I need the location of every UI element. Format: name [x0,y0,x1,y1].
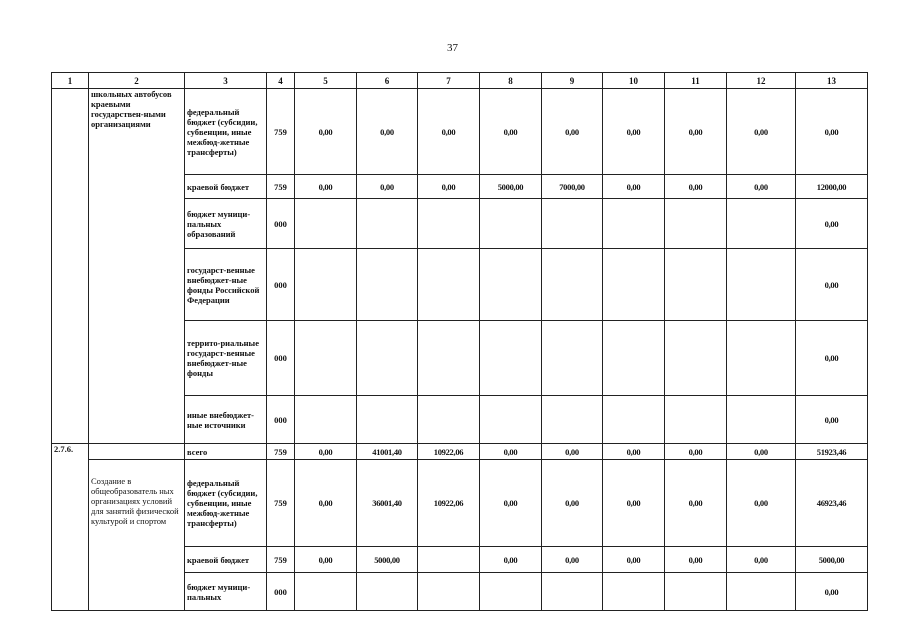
column-header: 12 [727,73,796,89]
value-cell [357,249,418,321]
value-cell [480,249,542,321]
value-cell: 0,00 [727,460,796,547]
value-cell: 5000,00 [480,175,542,199]
item-number-cell: 2.7.6. [52,444,89,611]
total-cell: 0,00 [796,249,868,321]
value-cell: 36001,40 [357,460,418,547]
value-cell [542,396,603,444]
value-cell [357,199,418,249]
value-cell: 0,00 [295,175,357,199]
value-cell [357,396,418,444]
value-cell [295,199,357,249]
value-cell: 0,00 [357,89,418,175]
total-cell: 51923,46 [796,444,868,460]
value-cell [727,396,796,444]
value-cell [418,199,480,249]
value-cell: 7000,00 [542,175,603,199]
funding-source-cell: террито-риальные государст-венные внебюджет-ные фонды [185,321,267,396]
value-cell: 0,00 [542,89,603,175]
column-header: 9 [542,73,603,89]
budget-code-cell: 759 [267,460,295,547]
value-cell: 10922,06 [418,460,480,547]
value-cell: 0,00 [418,89,480,175]
value-cell: 0,00 [603,175,665,199]
column-header: 10 [603,73,665,89]
value-cell [357,321,418,396]
total-cell: 0,00 [796,89,868,175]
value-cell [727,249,796,321]
item-name-cell: школьных автобусов краевыми государствен-ными организациями [89,89,185,444]
total-cell: 0,00 [796,199,868,249]
value-cell: 0,00 [603,444,665,460]
value-cell [480,199,542,249]
value-cell [727,321,796,396]
value-cell: 0,00 [665,460,727,547]
value-cell: 0,00 [727,175,796,199]
value-cell: 0,00 [603,460,665,547]
value-cell: 0,00 [295,444,357,460]
value-cell [665,199,727,249]
value-cell: 0,00 [665,547,727,573]
value-cell: 0,00 [727,444,796,460]
value-cell: 0,00 [665,175,727,199]
value-cell: 0,00 [665,444,727,460]
budget-code-cell: 759 [267,89,295,175]
value-cell: 0,00 [295,460,357,547]
value-cell: 0,00 [357,175,418,199]
value-cell [603,199,665,249]
value-cell [480,321,542,396]
page-number: 37 [447,42,458,54]
value-cell [480,396,542,444]
value-cell [418,249,480,321]
value-cell: 0,00 [603,89,665,175]
value-cell [542,573,603,611]
total-cell: 5000,00 [796,547,868,573]
value-cell [665,321,727,396]
value-cell [418,547,480,573]
value-cell: 0,00 [727,547,796,573]
column-header: 4 [267,73,295,89]
value-cell: 0,00 [727,89,796,175]
column-header: 5 [295,73,357,89]
value-cell [480,573,542,611]
value-cell: 10922,06 [418,444,480,460]
value-cell [603,321,665,396]
value-cell [727,199,796,249]
column-header: 13 [796,73,868,89]
item-name-top-cell [89,444,185,460]
value-cell: 0,00 [480,547,542,573]
value-cell [357,573,418,611]
funding-source-cell: всего [185,444,267,460]
column-header: 7 [418,73,480,89]
value-cell: 0,00 [480,89,542,175]
value-cell [295,573,357,611]
total-cell: 0,00 [796,573,868,611]
table-row [52,444,868,460]
funding-source-cell: федеральный бюджет (субсидии, субвенции, иные межбюд-жетные трансферты) [185,460,267,547]
value-cell [542,249,603,321]
column-header: 1 [52,73,89,89]
value-cell: 0,00 [480,460,542,547]
total-cell: 12000,00 [796,175,868,199]
funding-source-cell: государст-венные внебюджет-ные фонды Российской Федерации [185,249,267,321]
item-name-cell: Создание в общеобразователь ных организациях условий для занятий физической культурой и спортом [89,460,185,611]
column-header: 3 [185,73,267,89]
value-cell: 41001,40 [357,444,418,460]
value-cell [295,321,357,396]
budget-code-cell: 759 [267,444,295,460]
value-cell: 0,00 [295,89,357,175]
budget-code-cell: 759 [267,547,295,573]
funding-source-cell: бюджет муници-пальных образований [185,199,267,249]
value-cell: 0,00 [295,547,357,573]
value-cell: 0,00 [480,444,542,460]
budget-table [51,72,868,611]
funding-source-cell: краевой бюджет [185,547,267,573]
value-cell: 0,00 [665,89,727,175]
value-cell [727,573,796,611]
table-row [52,460,868,547]
value-cell [603,396,665,444]
column-header: 2 [89,73,185,89]
funding-source-cell: федеральный бюджет (субсидии, субвенции, иные межбюд-жетные трансферты) [185,89,267,175]
column-header: 11 [665,73,727,89]
column-header: 8 [480,73,542,89]
value-cell: 0,00 [542,547,603,573]
total-cell: 0,00 [796,396,868,444]
value-cell [542,321,603,396]
budget-code-cell: 000 [267,199,295,249]
value-cell: 5000,00 [357,547,418,573]
budget-code-cell: 000 [267,321,295,396]
value-cell [418,573,480,611]
funding-source-cell: иные внебюджет-ные источники [185,396,267,444]
item-number-cell [52,89,89,444]
budget-code-cell: 759 [267,175,295,199]
funding-source-cell: краевой бюджет [185,175,267,199]
column-header-row [52,73,868,89]
value-cell [418,321,480,396]
value-cell [603,573,665,611]
funding-source-cell: бюджет муници-пальных [185,573,267,611]
total-cell: 0,00 [796,321,868,396]
budget-code-cell: 000 [267,573,295,611]
value-cell: 0,00 [418,175,480,199]
budget-code-cell: 000 [267,249,295,321]
value-cell [665,573,727,611]
budget-code-cell: 000 [267,396,295,444]
table-row [52,89,868,175]
value-cell: 0,00 [603,547,665,573]
value-cell [665,396,727,444]
value-cell [542,199,603,249]
value-cell [665,249,727,321]
value-cell [418,396,480,444]
value-cell [295,396,357,444]
value-cell: 0,00 [542,444,603,460]
total-cell: 46923,46 [796,460,868,547]
value-cell: 0,00 [542,460,603,547]
value-cell [603,249,665,321]
value-cell [295,249,357,321]
column-header: 6 [357,73,418,89]
